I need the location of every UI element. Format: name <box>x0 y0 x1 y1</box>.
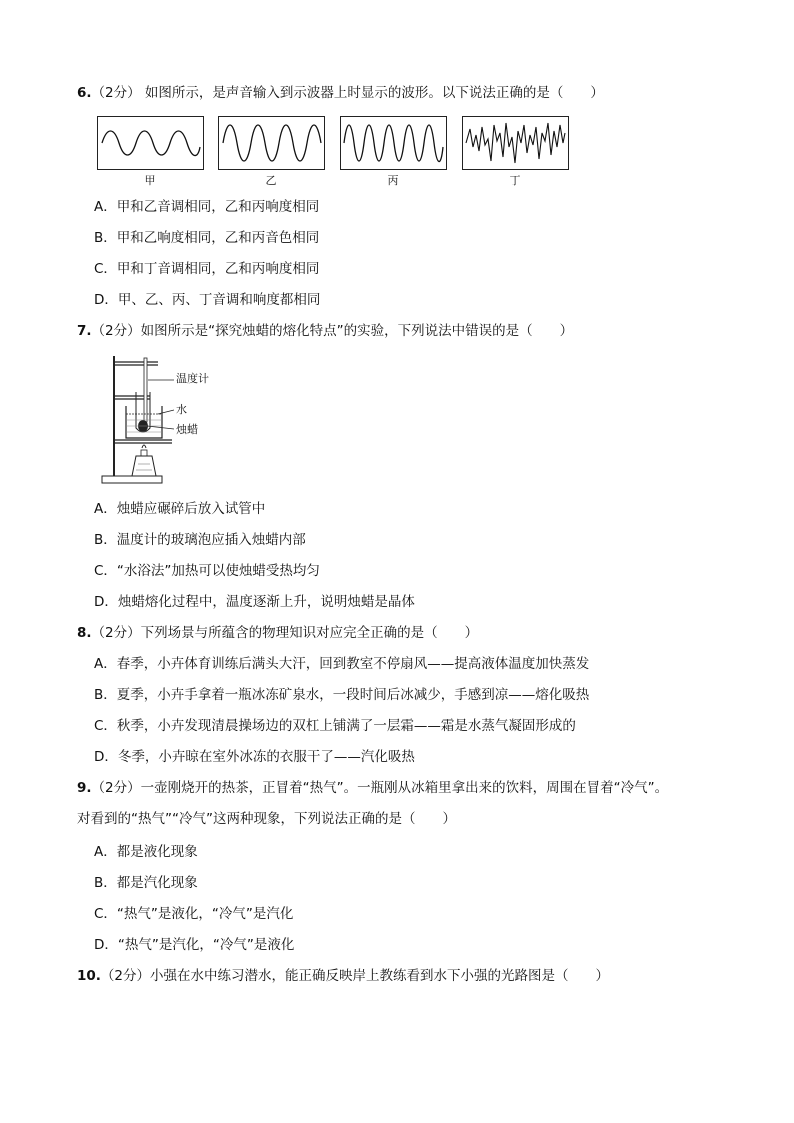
question-7-stem <box>77 322 573 340</box>
wave-label-bing: 丙 <box>387 174 399 187</box>
q6-option-b: B．甲和乙响度相同，乙和丙音色相同 <box>94 230 320 246</box>
waveform-bing <box>340 116 447 170</box>
q7-option-b: B．温度计的玻璃泡应插入烛蜡内部 <box>94 532 306 548</box>
label-thermometer: 温度计 <box>176 372 209 385</box>
question-6-stem <box>77 84 604 102</box>
wave-label-jia: 甲 <box>144 174 156 187</box>
question-number: 10. <box>77 968 101 984</box>
waveform-jia <box>97 116 204 170</box>
question-text: 一壶刚烧开的热茶，正冒着“热气”。一瓶刚从冰箱里拿出来的饮料，周围在冒着“冷气”。 <box>140 780 669 796</box>
question-text: 小强在水中练习潜水，能正确反映岸上教练看到水下小强的光路图是（ ） <box>150 968 610 984</box>
wave-label-ding: 丁 <box>509 174 521 187</box>
question-score: （2分） <box>91 323 141 339</box>
label-wax: 烛蜡 <box>176 423 198 436</box>
q8-option-a: A．春季，小卉体育训练后满头大汗，回到教室不停扇风——提高液体温度加快蒸发 <box>94 656 590 672</box>
waveform-yi <box>218 116 325 170</box>
question-score: （2分） <box>91 85 141 101</box>
q7-option-c: C．“水浴法”加热可以使烛蜡受热均匀 <box>94 563 320 579</box>
q6-option-c: C．甲和丁音调相同，乙和丙响度相同 <box>94 261 320 277</box>
question-number: 9. <box>77 780 92 796</box>
q9-option-b: B．都是汽化现象 <box>94 875 198 891</box>
waveform-ding <box>462 116 569 170</box>
question-9-stem <box>77 779 668 797</box>
question-number: 6. <box>77 85 92 101</box>
q9-option-d: D．“热气”是汽化，“冷气”是液化 <box>94 937 295 953</box>
q6-option-d: D．甲、乙、丙、丁音调和响度都相同 <box>94 292 321 308</box>
question-score: （2分） <box>91 780 141 796</box>
q9-option-c: C．“热气”是液化，“冷气”是汽化 <box>94 906 294 922</box>
question-score: （2分） <box>100 968 151 984</box>
q8-option-b: B．夏季，小卉手拿着一瓶冰冻矿泉水，一段时间后冰减少，手感到凉——熔化吸热 <box>94 687 590 703</box>
wave-label-yi: 乙 <box>265 174 277 187</box>
question-text: 下列场景与所蕴含的物理知识对应完全正确的是（ ） <box>140 625 479 641</box>
question-number: 8. <box>77 625 92 641</box>
label-water: 水 <box>176 403 187 416</box>
q6-option-a: A．甲和乙音调相同，乙和丙响度相同 <box>94 199 320 215</box>
melting-apparatus-diagram <box>100 352 230 487</box>
q8-option-c: C．秋季，小卉发现清晨操场边的双杠上铺满了一层霜——霜是水蒸气凝固形成的 <box>94 718 576 734</box>
q7-option-d: D．烛蜡熔化过程中，温度逐渐上升，说明烛蜡是晶体 <box>94 594 415 610</box>
question-text: 如图所示是“探究烛蜡的熔化特点”的实验，下列说法中错误的是（ ） <box>140 323 574 339</box>
q7-option-a: A．烛蜡应碾碎后放入试管中 <box>94 501 266 517</box>
question-8-stem <box>77 624 478 642</box>
question-number: 7. <box>77 323 92 339</box>
question-score: （2分） <box>91 625 141 641</box>
q8-option-d: D．冬季，小卉晾在室外冰冻的衣服干了——汽化吸热 <box>94 749 415 765</box>
question-text: 如图所示，是声音输入到示波器上时显示的波形。以下说法正确的是（ ） <box>144 85 604 101</box>
question-9-stem-continued: 对看到的“热气”“冷气”这两种现象，下列说法正确的是（ ） <box>77 811 456 827</box>
q9-option-a: A．都是液化现象 <box>94 844 198 860</box>
question-10-stem <box>77 967 609 985</box>
